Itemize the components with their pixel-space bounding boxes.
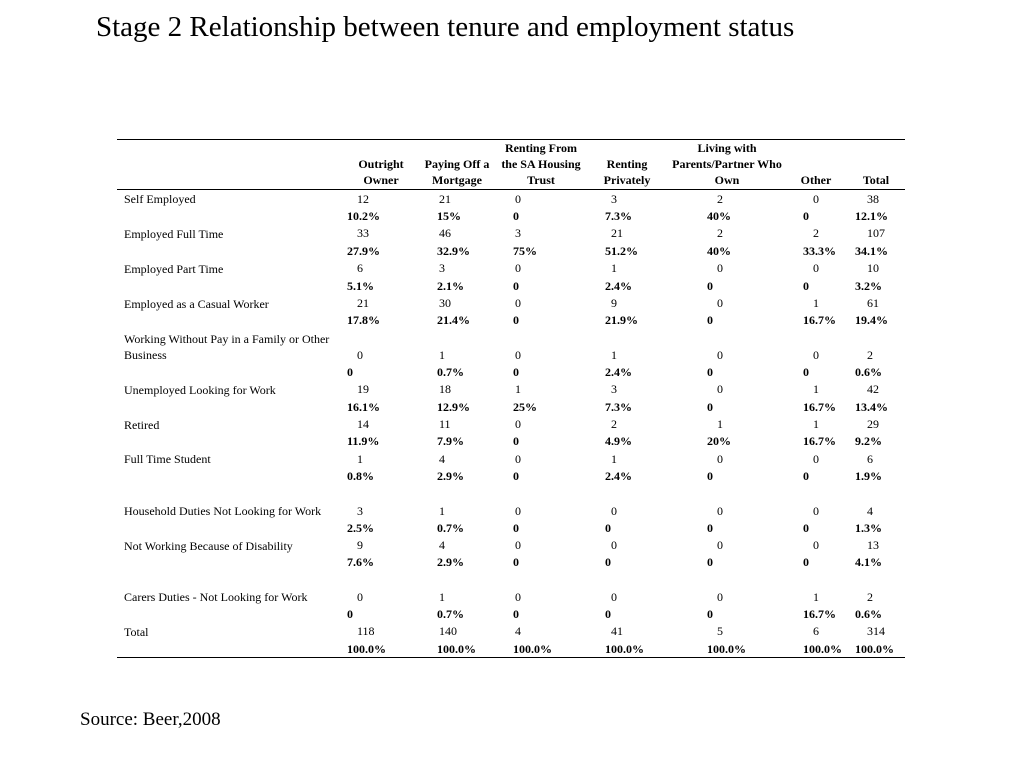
table-row-counts bbox=[117, 485, 905, 519]
percent-cell: 21.4% bbox=[437, 313, 470, 328]
row-label-blank bbox=[117, 519, 335, 536]
count-cell: 3 bbox=[515, 226, 521, 241]
count-cell: 0 bbox=[357, 348, 363, 363]
count-cell: 0 bbox=[813, 348, 819, 363]
count-cell: 2 bbox=[717, 226, 723, 241]
count-cell: 1 bbox=[611, 451, 617, 466]
count-cell: 0 bbox=[813, 451, 819, 466]
percent-cell: 7.3% bbox=[605, 209, 632, 224]
row-label: Retired bbox=[124, 417, 160, 432]
row-label-blank bbox=[117, 398, 335, 415]
percent-cell: 0 bbox=[513, 606, 519, 621]
count-cell: 0 bbox=[611, 590, 617, 605]
percent-cell: 0.6% bbox=[855, 606, 882, 621]
row-label-blank bbox=[117, 605, 335, 622]
count-cell: 21 bbox=[439, 191, 451, 206]
count-cell: 0 bbox=[515, 416, 521, 431]
column-header: Outright Owner bbox=[358, 157, 404, 187]
row-label-blank bbox=[117, 467, 335, 484]
percent-cell: 0 bbox=[513, 520, 519, 535]
count-cell: 30 bbox=[439, 296, 451, 311]
percent-cell: 0 bbox=[803, 364, 809, 379]
percent-cell: 16.7% bbox=[803, 606, 836, 621]
table-row-counts bbox=[117, 571, 905, 605]
percent-cell: 100.0% bbox=[347, 641, 386, 656]
percent-cell: 0 bbox=[803, 278, 809, 293]
count-cell: 314 bbox=[867, 624, 885, 639]
count-cell: 140 bbox=[439, 624, 457, 639]
percent-cell: 33.3% bbox=[803, 243, 836, 258]
row-label: Employed Part Time bbox=[124, 261, 224, 276]
percent-cell: 0 bbox=[513, 209, 519, 224]
row-label-blank bbox=[117, 207, 335, 224]
count-cell: 1 bbox=[439, 348, 445, 363]
percent-cell: 2.4% bbox=[605, 364, 632, 379]
table-body bbox=[117, 190, 905, 658]
count-cell: 1 bbox=[439, 590, 445, 605]
row-label: Household Duties Not Looking for Work bbox=[124, 503, 322, 518]
row-label-blank bbox=[117, 554, 335, 571]
table-header-row bbox=[117, 140, 905, 190]
count-cell: 0 bbox=[717, 261, 723, 276]
count-cell: 0 bbox=[357, 590, 363, 605]
percent-cell: 7.3% bbox=[605, 399, 632, 414]
percent-cell: 100.0% bbox=[605, 641, 644, 656]
count-cell: 2 bbox=[611, 416, 617, 431]
percent-cell: 32.9% bbox=[437, 243, 470, 258]
table-row-percents bbox=[117, 363, 905, 380]
count-cell: 29 bbox=[867, 416, 879, 431]
percent-cell: 19.4% bbox=[855, 313, 888, 328]
row-label: Not Working Because of Disability bbox=[124, 538, 293, 553]
percent-cell: 16.1% bbox=[347, 399, 380, 414]
percent-cell: 16.7% bbox=[803, 434, 836, 449]
table-row-percents bbox=[117, 605, 905, 622]
row-label-blank bbox=[117, 433, 335, 450]
percent-cell: 12.1% bbox=[855, 209, 888, 224]
count-cell: 2 bbox=[867, 348, 873, 363]
percent-cell: 0 bbox=[347, 364, 353, 379]
table-row-counts bbox=[117, 260, 905, 277]
percent-cell: 75% bbox=[513, 243, 537, 258]
percent-cell: 100.0% bbox=[707, 641, 746, 656]
percent-cell: 0.7% bbox=[437, 520, 464, 535]
count-cell: 4 bbox=[439, 451, 445, 466]
count-cell: 0 bbox=[717, 348, 723, 363]
count-cell: 1 bbox=[611, 348, 617, 363]
count-cell: 61 bbox=[867, 296, 879, 311]
count-cell: 4 bbox=[515, 624, 521, 639]
table-row-counts bbox=[117, 536, 905, 553]
table-row-percents bbox=[117, 467, 905, 484]
count-cell: 12 bbox=[357, 191, 369, 206]
count-cell: 10 bbox=[867, 261, 879, 276]
percent-cell: 0 bbox=[707, 469, 713, 484]
percent-cell: 0 bbox=[513, 434, 519, 449]
percent-cell: 0 bbox=[513, 469, 519, 484]
percent-cell: 0 bbox=[513, 555, 519, 570]
count-cell: 0 bbox=[717, 590, 723, 605]
count-cell: 9 bbox=[611, 296, 617, 311]
count-cell: 3 bbox=[611, 191, 617, 206]
tenure-employment-table-container bbox=[117, 139, 905, 658]
percent-cell: 1.3% bbox=[855, 520, 882, 535]
percent-cell: 51.2% bbox=[605, 243, 638, 258]
table-row-counts bbox=[117, 622, 905, 639]
header-blank bbox=[117, 140, 335, 190]
percent-cell: 2.4% bbox=[605, 469, 632, 484]
percent-cell: 10.2% bbox=[347, 209, 380, 224]
count-cell: 0 bbox=[717, 537, 723, 552]
percent-cell: 13.4% bbox=[855, 399, 888, 414]
table-row-counts bbox=[117, 329, 905, 363]
count-cell: 0 bbox=[717, 296, 723, 311]
percent-cell: 3.2% bbox=[855, 278, 882, 293]
count-cell: 1 bbox=[813, 590, 819, 605]
column-header: Renting Privately bbox=[603, 157, 651, 187]
percent-cell: 11.9% bbox=[347, 434, 380, 449]
count-cell: 9 bbox=[357, 537, 363, 552]
count-cell: 1 bbox=[357, 451, 363, 466]
count-cell: 33 bbox=[357, 226, 369, 241]
count-cell: 21 bbox=[611, 226, 623, 241]
percent-cell: 2.4% bbox=[605, 278, 632, 293]
percent-cell: 100.0% bbox=[803, 641, 842, 656]
column-header: Total bbox=[862, 173, 890, 187]
percent-cell: 0 bbox=[605, 606, 611, 621]
table-row-percents bbox=[117, 312, 905, 329]
count-cell: 0 bbox=[515, 590, 521, 605]
table-row-percents bbox=[117, 519, 905, 536]
row-label-blank bbox=[117, 312, 335, 329]
count-cell: 3 bbox=[439, 261, 445, 276]
percent-cell: 0 bbox=[803, 469, 809, 484]
percent-cell: 0 bbox=[803, 209, 809, 224]
percent-cell: 0 bbox=[803, 520, 809, 535]
table-row-counts bbox=[117, 450, 905, 467]
row-label: Full Time Student bbox=[124, 452, 211, 467]
count-cell: 41 bbox=[611, 624, 623, 639]
percent-cell: 0 bbox=[707, 520, 713, 535]
column-header: Other bbox=[800, 173, 832, 187]
count-cell: 0 bbox=[515, 503, 521, 518]
count-cell: 5 bbox=[717, 624, 723, 639]
percent-cell: 7.6% bbox=[347, 555, 374, 570]
count-cell: 107 bbox=[867, 226, 885, 241]
percent-cell: 0.8% bbox=[347, 469, 374, 484]
count-cell: 42 bbox=[867, 382, 879, 397]
count-cell: 3 bbox=[611, 382, 617, 397]
count-cell: 0 bbox=[611, 503, 617, 518]
slide-title: Stage 2 Relationship between tenure and employment status bbox=[96, 11, 795, 43]
row-label-blank bbox=[117, 242, 335, 259]
percent-cell: 0 bbox=[513, 278, 519, 293]
count-cell: 21 bbox=[357, 296, 369, 311]
table-row-counts bbox=[117, 294, 905, 311]
count-cell: 2 bbox=[813, 226, 819, 241]
source-citation: Source: Beer,2008 bbox=[80, 709, 221, 730]
table-row-percents bbox=[117, 398, 905, 415]
count-cell: 0 bbox=[717, 503, 723, 518]
percent-cell: 100.0% bbox=[855, 641, 894, 656]
percent-cell: 2.9% bbox=[437, 555, 464, 570]
percent-cell: 0 bbox=[347, 606, 353, 621]
row-label-blank bbox=[117, 277, 335, 294]
table-row-counts bbox=[117, 415, 905, 432]
percent-cell: 0 bbox=[707, 364, 713, 379]
tenure-employment-table bbox=[117, 139, 905, 658]
table-row-percents bbox=[117, 640, 905, 658]
percent-cell: 16.7% bbox=[803, 399, 836, 414]
row-label: Self Employed bbox=[124, 192, 196, 207]
percent-cell: 0.6% bbox=[855, 364, 882, 379]
table-row-counts bbox=[117, 190, 905, 208]
table-row-percents bbox=[117, 207, 905, 224]
row-label: Employed Full Time bbox=[124, 227, 224, 242]
percent-cell: 0 bbox=[707, 555, 713, 570]
percent-cell: 0 bbox=[803, 555, 809, 570]
percent-cell: 40% bbox=[707, 243, 731, 258]
percent-cell: 4.1% bbox=[855, 555, 882, 570]
percent-cell: 7.9% bbox=[437, 434, 464, 449]
count-cell: 1 bbox=[515, 382, 521, 397]
percent-cell: 1.9% bbox=[855, 469, 882, 484]
count-cell: 4 bbox=[867, 503, 873, 518]
count-cell: 0 bbox=[515, 451, 521, 466]
count-cell: 0 bbox=[813, 503, 819, 518]
percent-cell: 2.5% bbox=[347, 520, 374, 535]
count-cell: 0 bbox=[717, 451, 723, 466]
percent-cell: 2.1% bbox=[437, 278, 464, 293]
count-cell: 6 bbox=[867, 451, 873, 466]
row-label: Total bbox=[124, 624, 149, 639]
count-cell: 1 bbox=[717, 416, 723, 431]
percent-cell: 0 bbox=[513, 313, 519, 328]
row-label: Carers Duties - Not Looking for Work bbox=[124, 590, 308, 605]
percent-cell: 0 bbox=[605, 555, 611, 570]
percent-cell: 25% bbox=[513, 399, 537, 414]
count-cell: 6 bbox=[813, 624, 819, 639]
percent-cell: 0.7% bbox=[437, 364, 464, 379]
percent-cell: 5.1% bbox=[347, 278, 374, 293]
column-header: Renting From the SA Housing Trust bbox=[501, 141, 581, 187]
count-cell: 2 bbox=[867, 590, 873, 605]
percent-cell: 100.0% bbox=[513, 641, 552, 656]
count-cell: 0 bbox=[515, 348, 521, 363]
count-cell: 1 bbox=[813, 416, 819, 431]
count-cell: 0 bbox=[717, 382, 723, 397]
percent-cell: 34.1% bbox=[855, 243, 888, 258]
percent-cell: 0 bbox=[605, 520, 611, 535]
row-label: Employed as a Casual Worker bbox=[124, 296, 269, 311]
column-header: Paying Off a Mortgage bbox=[424, 157, 490, 187]
count-cell: 2 bbox=[717, 191, 723, 206]
count-cell: 0 bbox=[813, 261, 819, 276]
table-row-percents bbox=[117, 277, 905, 294]
count-cell: 18 bbox=[439, 382, 451, 397]
table-row-percents bbox=[117, 242, 905, 259]
table-row-counts bbox=[117, 381, 905, 398]
count-cell: 0 bbox=[515, 191, 521, 206]
count-cell: 11 bbox=[439, 416, 451, 431]
table-row-counts bbox=[117, 225, 905, 242]
percent-cell: 40% bbox=[707, 209, 731, 224]
count-cell: 4 bbox=[439, 537, 445, 552]
count-cell: 1 bbox=[611, 261, 617, 276]
percent-cell: 21.9% bbox=[605, 313, 638, 328]
count-cell: 0 bbox=[813, 537, 819, 552]
percent-cell: 0 bbox=[513, 364, 519, 379]
percent-cell: 0 bbox=[707, 399, 713, 414]
percent-cell: 0.7% bbox=[437, 606, 464, 621]
percent-cell: 0 bbox=[707, 278, 713, 293]
count-cell: 38 bbox=[867, 191, 879, 206]
count-cell: 0 bbox=[515, 537, 521, 552]
percent-cell: 27.9% bbox=[347, 243, 380, 258]
percent-cell: 15% bbox=[437, 209, 461, 224]
count-cell: 19 bbox=[357, 382, 369, 397]
percent-cell: 12.9% bbox=[437, 399, 470, 414]
percent-cell: 2.9% bbox=[437, 469, 464, 484]
percent-cell: 0 bbox=[707, 606, 713, 621]
percent-cell: 0 bbox=[707, 313, 713, 328]
count-cell: 118 bbox=[357, 624, 375, 639]
table-row-percents bbox=[117, 554, 905, 571]
count-cell: 13 bbox=[867, 537, 879, 552]
count-cell: 3 bbox=[357, 503, 363, 518]
percent-cell: 9.2% bbox=[855, 434, 882, 449]
row-label: Unemployed Looking for Work bbox=[124, 382, 276, 397]
count-cell: 0 bbox=[813, 191, 819, 206]
count-cell: 6 bbox=[357, 261, 363, 276]
column-header: Living with Parents/Partner Who Own bbox=[672, 141, 782, 187]
percent-cell: 100.0% bbox=[437, 641, 476, 656]
count-cell: 14 bbox=[357, 416, 369, 431]
row-label-blank bbox=[117, 363, 335, 380]
percent-cell: 20% bbox=[707, 434, 731, 449]
count-cell: 1 bbox=[813, 296, 819, 311]
count-cell: 0 bbox=[611, 537, 617, 552]
row-label-blank bbox=[117, 640, 335, 658]
count-cell: 1 bbox=[813, 382, 819, 397]
table-row-percents bbox=[117, 433, 905, 450]
count-cell: 1 bbox=[439, 503, 445, 518]
percent-cell: 17.8% bbox=[347, 313, 380, 328]
percent-cell: 16.7% bbox=[803, 313, 836, 328]
count-cell: 0 bbox=[515, 261, 521, 276]
count-cell: 0 bbox=[515, 296, 521, 311]
percent-cell: 4.9% bbox=[605, 434, 632, 449]
count-cell: 46 bbox=[439, 226, 451, 241]
row-label: Working Without Pay in a Family or Other Business bbox=[124, 332, 330, 363]
